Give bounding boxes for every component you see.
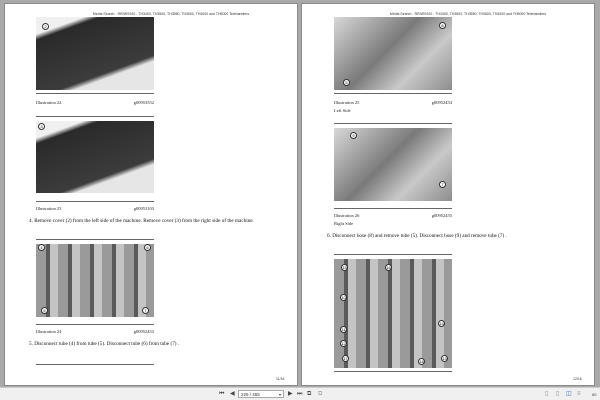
step-5-text: 5. Disconnect tube (4) from tube (5). Disconnect tube (6) from tube (7) . — [29, 341, 180, 347]
single-page-view-icon[interactable]: ▯ — [545, 391, 549, 397]
page-number: 11/16 — [276, 377, 285, 381]
last-page-icon[interactable]: ⏭ — [297, 391, 303, 397]
divider — [36, 239, 154, 240]
figure-id: g00953103 — [133, 206, 154, 211]
figure-id: g00952455 — [431, 213, 452, 218]
divider — [334, 208, 452, 209]
first-page-icon[interactable]: ⏮ — [219, 391, 225, 397]
step-6-text: 6. Disconnect hose (8) and remove tube (5). Disconnect hose (9) and remove tube (7) . — [327, 233, 507, 239]
divider — [36, 116, 154, 117]
divider — [36, 324, 154, 325]
figure-id: g00953552 — [133, 100, 154, 105]
callout: 11 — [341, 327, 346, 332]
step-4-text: 4. Remove cover (2) from the left side of the machine. Remove cover (3) from the right side of the machine. — [29, 218, 254, 224]
illustration-26-photo — [334, 128, 452, 201]
left-page — [4, 3, 298, 386]
callout: 5 — [41, 307, 48, 314]
page-number-field[interactable] — [238, 390, 284, 398]
illustration-27-photo — [334, 259, 452, 368]
figure-caption: Illustration 26 — [334, 213, 360, 218]
callout: 7 — [439, 181, 446, 188]
divider — [334, 371, 452, 372]
divider — [36, 93, 154, 94]
illustration-22-photo — [36, 17, 154, 90]
callout: 4 — [38, 244, 45, 251]
callout: 10 — [341, 295, 346, 300]
next-page-icon[interactable]: ▶ — [288, 391, 293, 397]
callout: 14 — [439, 321, 444, 326]
callout: 5 — [343, 79, 350, 86]
figure-note: Left Side — [334, 108, 351, 113]
figure-note: Right Side — [334, 221, 354, 226]
divider — [334, 123, 452, 124]
continuous-view-icon[interactable]: ▯ — [556, 391, 560, 397]
illustration-23-photo — [36, 121, 154, 193]
zoom-level[interactable]: 89 — [592, 392, 597, 397]
right-page — [301, 3, 595, 386]
bottom-toolbar — [0, 387, 600, 400]
paste-icon[interactable]: ⧉ — [318, 391, 323, 397]
figure-caption: Illustration 23 — [36, 206, 62, 211]
page-number: 12/16 — [573, 377, 582, 381]
callout: 13 — [442, 356, 447, 361]
scroll-view-icon[interactable]: ≡ — [577, 391, 581, 397]
callout: 6 — [144, 244, 151, 251]
two-page-view-icon[interactable]: ◫ — [566, 391, 572, 397]
callout: 16 — [386, 265, 391, 270]
previous-page-icon[interactable]: ◀ — [230, 391, 235, 397]
figure-caption: Illustration 22 — [36, 100, 62, 105]
callout: 3 — [38, 123, 45, 130]
callout: 15 — [342, 265, 347, 270]
illustration-25-photo — [334, 17, 452, 90]
figure-caption: Illustration 25 — [334, 100, 360, 105]
callout: 9 — [350, 132, 357, 139]
callout: 18 — [419, 359, 424, 364]
figure-id: g00952454 — [431, 100, 452, 105]
page-header: Media Search - RENR9192 - TH3400, TH3500, TH3550, TH3600, TH4000 and TH5000 Telehandlers — [92, 12, 250, 16]
divider — [334, 254, 452, 255]
figure-caption: Illustration 24 — [36, 329, 62, 334]
illustration-24-photo — [36, 244, 154, 317]
divider — [36, 201, 154, 202]
page-header: Media Search - RENR9192 - TH3400, TH3500, TH3550, TH3600, TH4000 and TH5000 Telehandlers — [389, 12, 547, 16]
divider — [334, 93, 452, 94]
copy-icon[interactable]: ⧉ — [307, 391, 312, 397]
callout: 8 — [439, 22, 446, 29]
callout: 17 — [343, 356, 348, 361]
divider — [36, 364, 154, 365]
callout: 12 — [341, 341, 346, 346]
callout: 2 — [42, 23, 49, 30]
figure-id: g00952453 — [133, 329, 154, 334]
chevron-down-icon[interactable]: ▾ — [278, 392, 281, 397]
page-field-value: 225 / 455 — [241, 392, 260, 397]
callout: 7 — [142, 307, 149, 314]
